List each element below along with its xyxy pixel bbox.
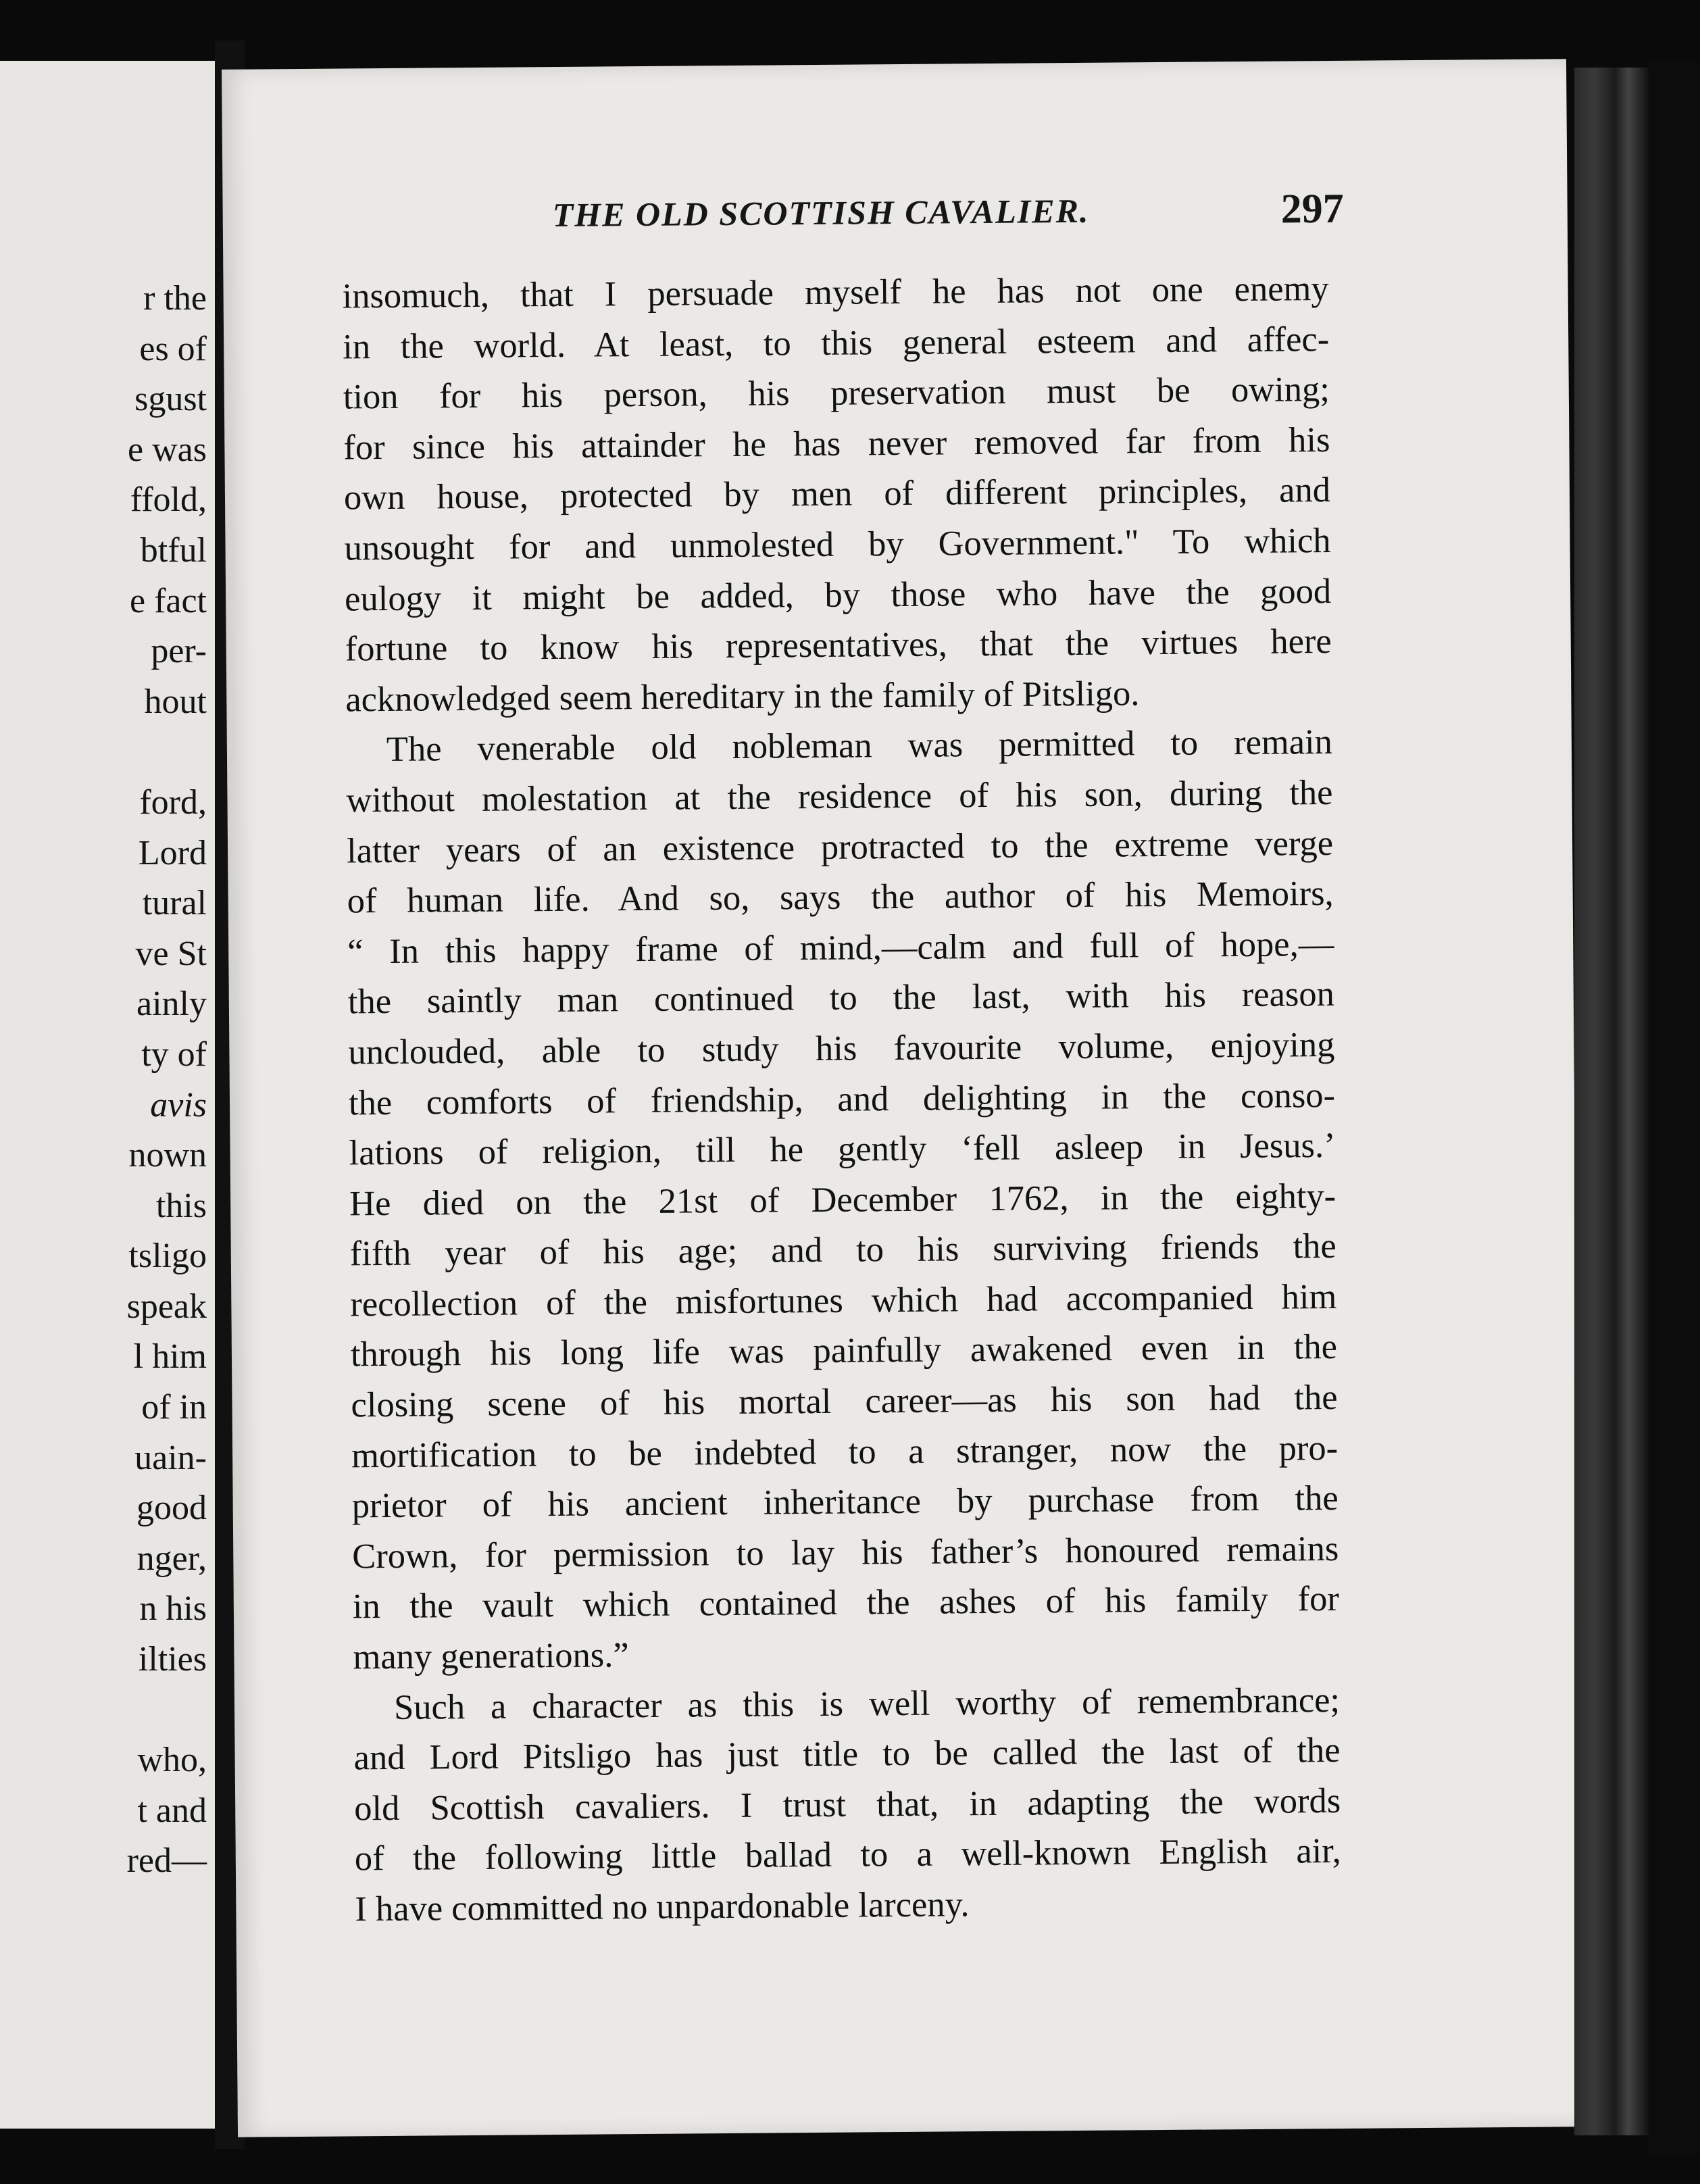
facing-page-line: e was bbox=[128, 430, 207, 469]
facing-page-line: good bbox=[136, 1489, 207, 1528]
text-line: fortune to know his representatives, that the virtues here bbox=[345, 622, 1332, 669]
facing-page-line: l him bbox=[133, 1337, 207, 1376]
text-line: own house, protected by men of different principles, and bbox=[343, 470, 1331, 518]
scan-border bbox=[1649, 61, 1700, 2156]
facing-page-line: ford, bbox=[139, 783, 207, 822]
text-line: “ In this happy frame of mind,—calm and full of hope,— bbox=[347, 924, 1334, 972]
text-line: unclouded, able to study his favourite volume, enjoying bbox=[348, 1024, 1335, 1072]
facing-page-line bbox=[0, 727, 207, 778]
facing-page-line: n his bbox=[139, 1589, 207, 1629]
paragraph bbox=[346, 717, 1340, 1683]
text-line: mortification to be indebted to a stranger, now the pro- bbox=[351, 1428, 1339, 1476]
paragraph bbox=[342, 264, 1332, 725]
text-line: acknowledged seem hereditary in the family of Pitsligo. bbox=[345, 673, 1140, 720]
text-line: old Scottish cavaliers. I trust that, in adapting the words bbox=[354, 1781, 1341, 1829]
body-text bbox=[342, 264, 1341, 1935]
text-line: without molestation at the residence of his son, during the bbox=[346, 772, 1333, 820]
facing-page-line: btful bbox=[140, 530, 207, 570]
text-line: of the following little ballad to a well-known English air, bbox=[354, 1831, 1341, 1879]
facing-page-line: per- bbox=[151, 632, 207, 671]
facing-page-line: nown bbox=[128, 1136, 207, 1175]
text-line: in the vault which contained the ashes of his family for bbox=[352, 1579, 1340, 1627]
text-line: many generations.” bbox=[353, 1635, 629, 1677]
text-line: recollection of the misfortunes which had accompanied him bbox=[350, 1276, 1337, 1324]
page-edges bbox=[1574, 68, 1649, 2135]
facing-page-line: nger, bbox=[136, 1539, 207, 1578]
page-number: 297 bbox=[1280, 185, 1344, 232]
text-line: He died on the 21st of December 1762, in the eighty- bbox=[349, 1176, 1336, 1224]
text-line: insomuch, that I persuade myself he has not one enemy bbox=[342, 269, 1329, 316]
text-line: for since his attainder he has never removed far from his bbox=[343, 420, 1330, 468]
facing-page-line: uain- bbox=[134, 1438, 207, 1477]
facing-page-line: ainly bbox=[136, 985, 207, 1024]
facing-page-line: e fact bbox=[129, 581, 207, 620]
text-line: in the world. At least, to this general esteem and affec- bbox=[343, 319, 1330, 367]
paragraph bbox=[353, 1675, 1342, 1935]
running-header bbox=[223, 187, 1568, 252]
facing-page-line: red— bbox=[126, 1841, 207, 1881]
text-line: prietor of his ancient inheritance by purchase from the bbox=[351, 1479, 1339, 1526]
facing-page-line: ilties bbox=[138, 1640, 207, 1679]
text-line: Such a character as this is well worthy of remembrance; bbox=[393, 1680, 1341, 1727]
facing-page-line: who, bbox=[137, 1741, 207, 1780]
text-line: the saintly man continued to the last, with his reason bbox=[347, 974, 1335, 1022]
facing-page-line: Lord bbox=[138, 833, 207, 872]
facing-page-line: ty of bbox=[141, 1035, 207, 1074]
text-line: unsought for and unmolested by Government." To which bbox=[344, 520, 1331, 568]
text-line: lations of religion, till he gently ‘fell asleep in Jesus.’ bbox=[349, 1126, 1336, 1173]
text-line: tion for his person, his preservation must be owing; bbox=[343, 370, 1330, 417]
facing-page-line: avis bbox=[150, 1085, 207, 1124]
facing-page-line: ffold, bbox=[130, 480, 207, 520]
text-line: fifth year of his age; and to his surviving friends the bbox=[349, 1226, 1336, 1274]
facing-page-line: hout bbox=[144, 682, 207, 721]
text-line: of human life. And so, says the author of his Memoirs, bbox=[347, 874, 1334, 921]
book-page bbox=[222, 59, 1582, 2137]
facing-page-line: es of bbox=[139, 329, 207, 368]
text-line: The venerable old nobleman was permitted to remain bbox=[386, 722, 1333, 770]
facing-page-line: r the bbox=[143, 279, 207, 318]
text-line: eulogy it might be added, by those who have the good bbox=[344, 571, 1332, 619]
text-line: latter years of an existence protracted to the extreme verge bbox=[346, 823, 1334, 870]
text-line: through his long life was painfully awakened even in the bbox=[350, 1327, 1338, 1374]
text-line: Crown, for permission to lay his father’s honoured remains bbox=[352, 1529, 1339, 1577]
running-title: THE OLD SCOTTISH CAVALIER. bbox=[552, 191, 1090, 234]
text-line: I have committed no unpardonable larceny. bbox=[355, 1885, 970, 1929]
text-line: the comforts of friendship, and delighting in the conso- bbox=[348, 1075, 1336, 1122]
text-line: and Lord Pitsligo has just title to be called the last of the bbox=[353, 1731, 1341, 1778]
facing-page-left bbox=[0, 61, 215, 2129]
facing-page-line bbox=[0, 1685, 207, 1736]
facing-page-text bbox=[0, 274, 207, 1887]
facing-page-line: tsligo bbox=[128, 1237, 207, 1276]
text-line: closing scene of his mortal career—as his son had the bbox=[351, 1378, 1338, 1425]
facing-page-line: sgust bbox=[134, 380, 207, 419]
facing-page-line: this bbox=[155, 1186, 207, 1225]
facing-page-line: speak bbox=[126, 1287, 207, 1326]
facing-page-line: ve St bbox=[135, 934, 207, 973]
facing-page-line: tural bbox=[142, 884, 207, 923]
facing-page-line: t and bbox=[137, 1791, 207, 1830]
facing-page-line: of in bbox=[141, 1388, 207, 1427]
